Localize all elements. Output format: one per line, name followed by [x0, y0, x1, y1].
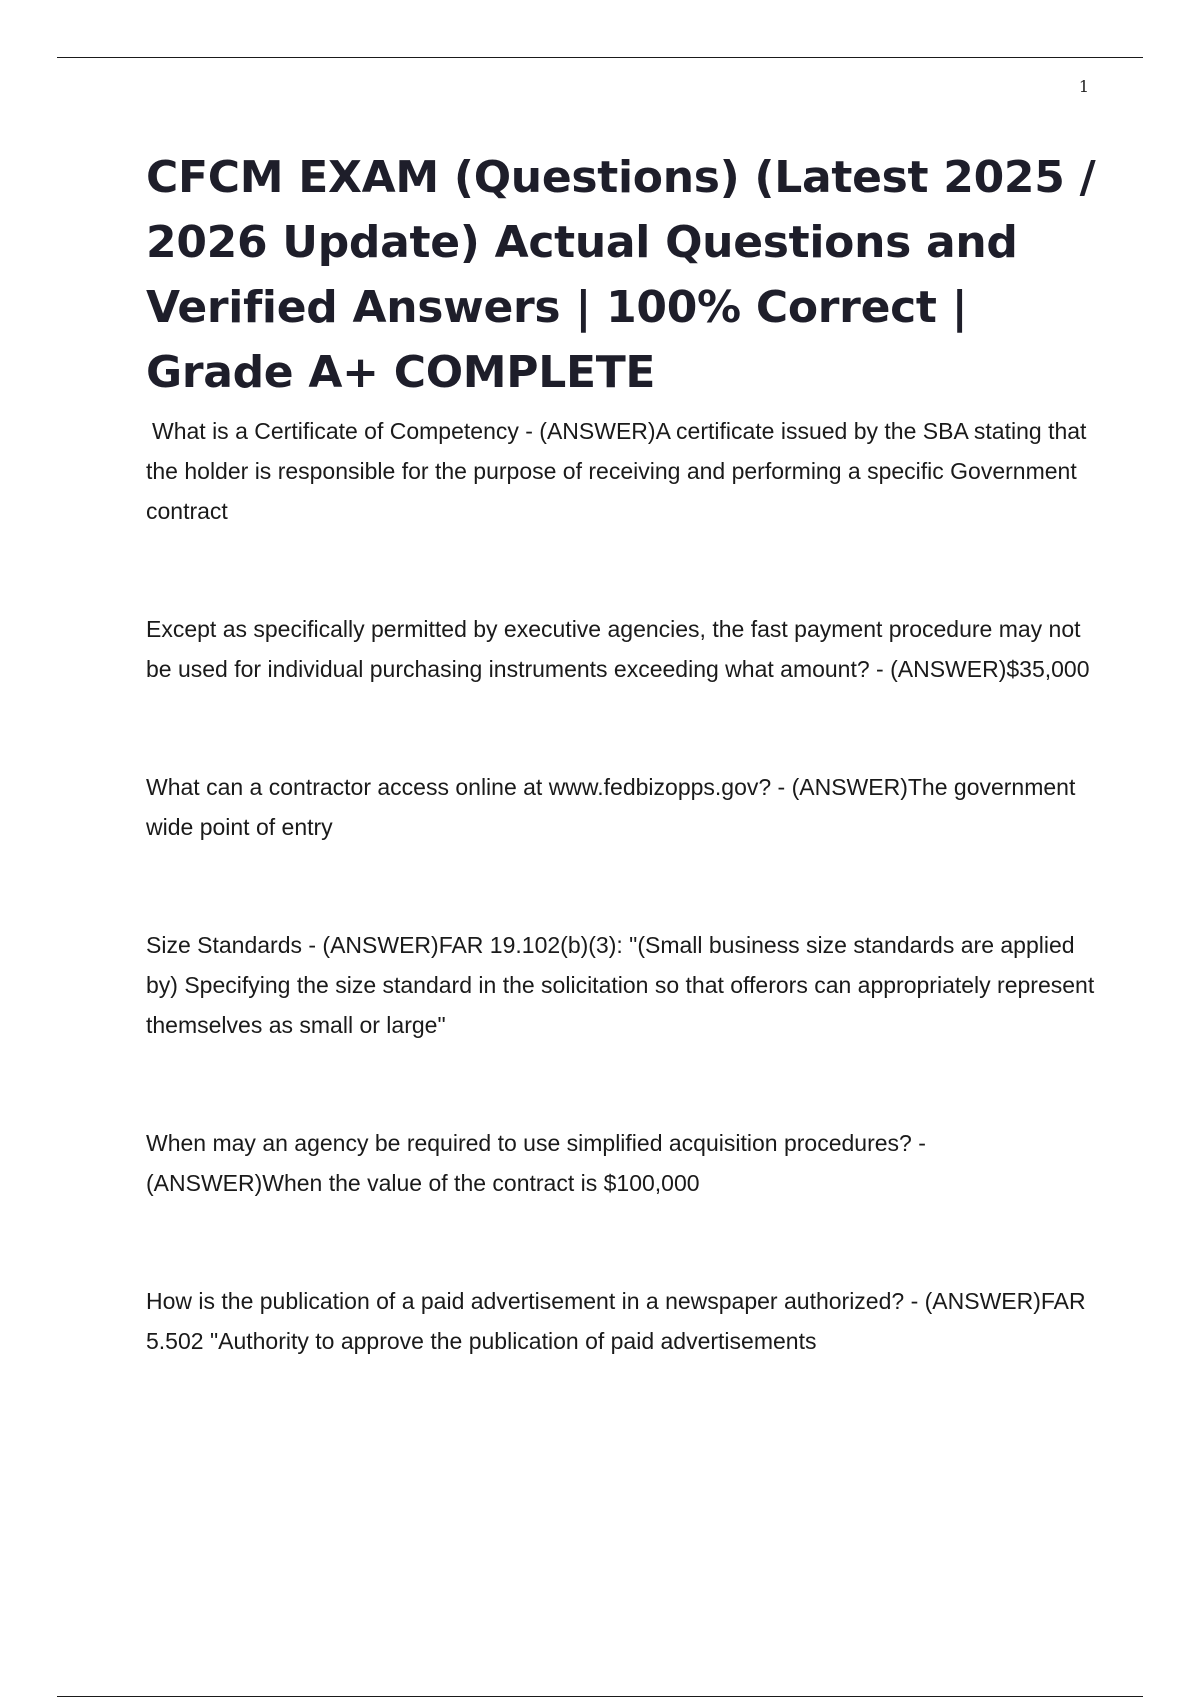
qa-item: How is the publication of a paid advertisement in a newspaper authorized? - (ANSWER)FAR 5.502 "Authority to approve the publication of paid advertisements	[146, 1288, 1086, 1354]
qa-item: What is a Certificate of Competency - (ANSWER)A certificate issued by the SBA stating that the holder is responsible for the purpose of receiving and performing a specific Government contract	[146, 418, 1087, 524]
qa-item: Size Standards - (ANSWER)FAR 19.102(b)(3): "(Small business size standards are applied by) Specifying the size standard in the solicitation so that offerors can appropriately represent themselves as small or large"	[146, 932, 1095, 1038]
qa-item: Except as specifically permitted by executive agencies, the fast payment procedure may not be used for individual purchasing instruments exceeding what amount? - (ANSWER)$35,000	[146, 616, 1090, 682]
qa-item: When may an agency be required to use simplified acquisition procedures? - (ANSWER)When the value of the contract is $100,000	[146, 1130, 926, 1196]
qa-item: What can a contractor access online at www.fedbizopps.gov? - (ANSWER)The government wide point of entry	[146, 774, 1076, 840]
header-rule	[57, 57, 1143, 58]
document-title: CFCM EXAM (Questions) (Latest 2025 / 2026 Update) Actual Questions and Verified Answers | 100% Correct | Grade A+ COMPLETE	[146, 152, 1096, 398]
document-body	[146, 145, 1096, 1361]
footer-rule	[57, 1696, 1143, 1697]
page-number: 1	[1078, 77, 1089, 96]
